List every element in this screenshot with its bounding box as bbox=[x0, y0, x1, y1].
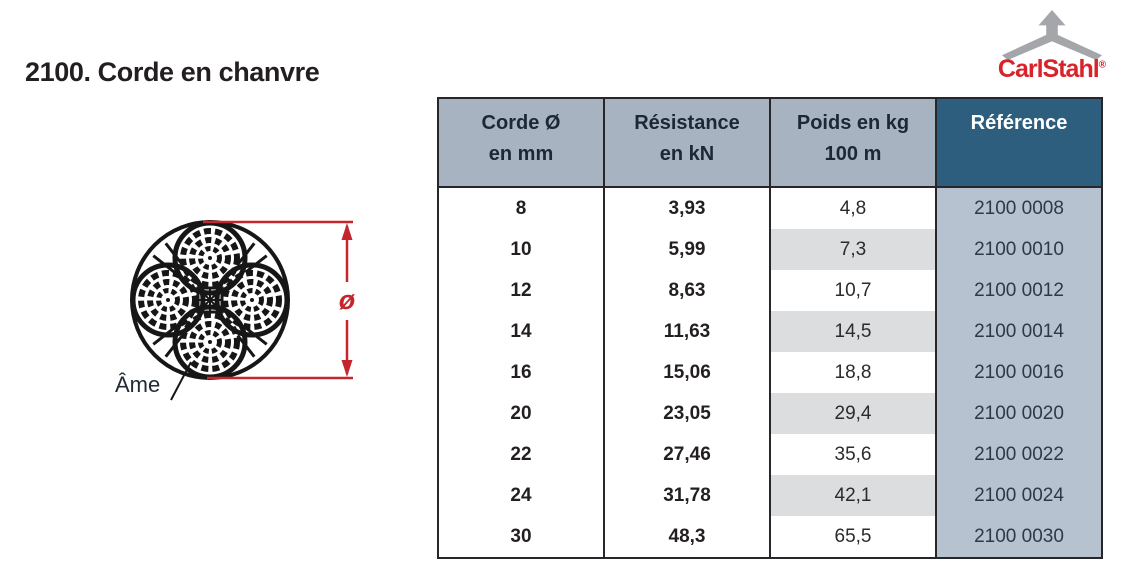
registered-mark: ® bbox=[1098, 59, 1107, 71]
table-row bbox=[438, 516, 1102, 558]
col-header-line2: 100 m bbox=[824, 143, 882, 165]
table-row bbox=[438, 393, 1102, 434]
cell-reference: 2100 0030 bbox=[936, 516, 1102, 558]
diameter-symbol: ø bbox=[338, 285, 356, 315]
cell-resistance: 11,63 bbox=[604, 311, 770, 352]
cell-diameter: 16 bbox=[510, 361, 532, 383]
cell-resistance: 27,46 bbox=[604, 434, 770, 475]
cell-reference: 2100 0010 bbox=[936, 229, 1102, 270]
rope-cross-section-diagram bbox=[95, 200, 375, 425]
spec-table-body bbox=[438, 187, 1102, 558]
col-header-resistance bbox=[604, 98, 770, 187]
table-row bbox=[438, 475, 1102, 516]
cell-reference: 2100 0012 bbox=[936, 270, 1102, 311]
col-header-line1: Poids en kg bbox=[796, 112, 910, 134]
spec-table-header bbox=[438, 98, 1102, 187]
rope-core bbox=[198, 288, 222, 312]
brand-wordmark: CarlStahl bbox=[997, 55, 1099, 83]
core-label: Âme bbox=[115, 372, 161, 397]
carlstahl-arrow-icon bbox=[992, 10, 1112, 60]
cell-diameter: 22 bbox=[510, 443, 532, 465]
col-header-line1: Corde Ø bbox=[481, 112, 561, 134]
col-header-line1: Référence bbox=[970, 112, 1068, 134]
cell-resistance: 5,99 bbox=[604, 229, 770, 270]
col-header-reference bbox=[936, 98, 1102, 187]
cell-resistance: 3,93 bbox=[604, 187, 770, 229]
cell-diameter: 10 bbox=[510, 238, 532, 260]
cell-resistance: 23,05 bbox=[604, 393, 770, 434]
cell-diameter: 24 bbox=[510, 484, 532, 506]
cell-weight: 10,7 bbox=[770, 270, 936, 311]
table-row bbox=[438, 352, 1102, 393]
cell-weight: 4,8 bbox=[770, 187, 936, 229]
col-header-weight bbox=[770, 98, 936, 187]
page-title: 2100. Corde en chanvre bbox=[25, 57, 320, 87]
cell-reference: 2100 0024 bbox=[936, 475, 1102, 516]
cell-diameter: 12 bbox=[510, 279, 532, 301]
col-header-diameter bbox=[438, 98, 604, 187]
cell-weight: 35,6 bbox=[770, 434, 936, 475]
cell-reference: 2100 0020 bbox=[936, 393, 1102, 434]
col-header-line1: Résistance bbox=[634, 112, 740, 134]
cell-reference: 2100 0008 bbox=[936, 187, 1102, 229]
spec-table bbox=[437, 97, 1103, 559]
table-row bbox=[438, 311, 1102, 352]
cell-diameter: 20 bbox=[510, 402, 532, 424]
cell-reference: 2100 0016 bbox=[936, 352, 1102, 393]
cell-reference: 2100 0022 bbox=[936, 434, 1102, 475]
cell-weight: 29,4 bbox=[770, 393, 936, 434]
cell-resistance: 8,63 bbox=[604, 270, 770, 311]
col-header-line2: en mm bbox=[488, 143, 554, 165]
table-row bbox=[438, 434, 1102, 475]
col-header-line2: en kN bbox=[659, 143, 715, 165]
cell-diameter: 8 bbox=[515, 197, 527, 219]
cell-resistance: 48,3 bbox=[604, 516, 770, 558]
cell-diameter: 14 bbox=[510, 320, 532, 342]
table-row bbox=[438, 229, 1102, 270]
cell-diameter: 30 bbox=[510, 525, 532, 547]
cell-resistance: 15,06 bbox=[604, 352, 770, 393]
cell-weight: 42,1 bbox=[770, 475, 936, 516]
cell-resistance: 31,78 bbox=[604, 475, 770, 516]
cell-weight: 18,8 bbox=[770, 352, 936, 393]
brand-logo bbox=[982, 10, 1122, 82]
table-row bbox=[438, 187, 1102, 229]
cell-weight: 14,5 bbox=[770, 311, 936, 352]
cell-reference: 2100 0014 bbox=[936, 311, 1102, 352]
cell-weight: 7,3 bbox=[770, 229, 936, 270]
brand-name bbox=[982, 57, 1122, 82]
table-row bbox=[438, 270, 1102, 311]
cell-weight: 65,5 bbox=[770, 516, 936, 558]
